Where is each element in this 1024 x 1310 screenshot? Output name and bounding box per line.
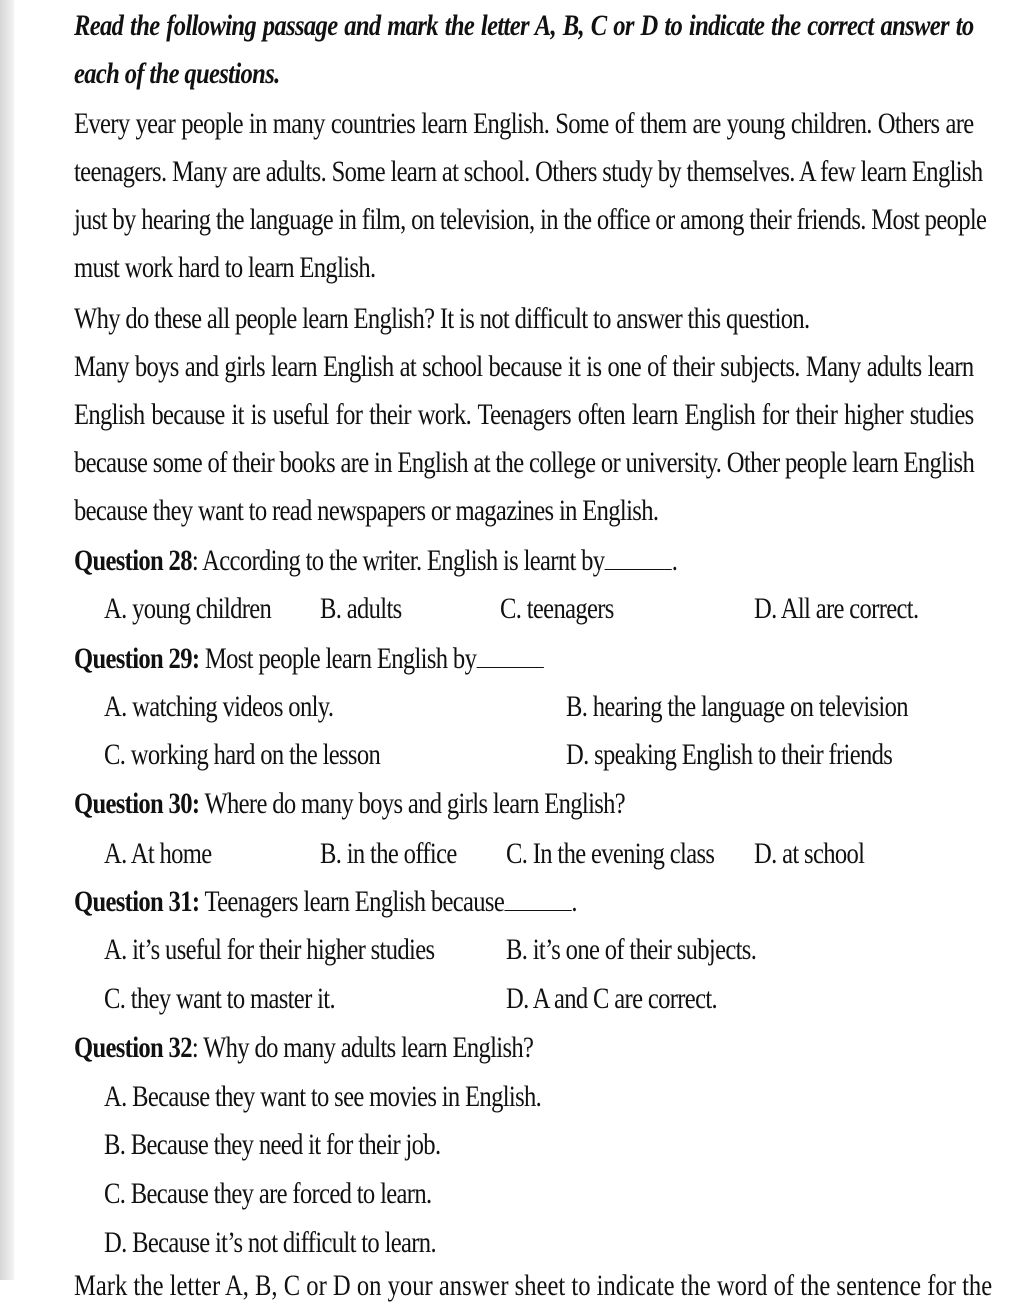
question-32-option-c: C. Because they are forced to learn. bbox=[104, 1177, 432, 1210]
question-30-label: Question 30: bbox=[74, 787, 200, 820]
passage-line-1: Every year people in many countries learn English. Some of them are young children. Others are bbox=[74, 107, 974, 140]
passage-line-4: must work hard to learn English. bbox=[74, 251, 376, 284]
question-28-stem bbox=[74, 537, 677, 585]
question-32-option-b: B. Because they need it for their job. bbox=[104, 1128, 441, 1161]
question-30-stem bbox=[74, 780, 625, 828]
question-30-text: Where do many boys and girls learn English? bbox=[199, 787, 626, 820]
question-29-label: Question 29: bbox=[74, 642, 200, 675]
question-32-sep: : bbox=[191, 1031, 199, 1064]
question-32-text: Why do many adults learn English? bbox=[198, 1031, 534, 1064]
question-32-label: Question 32 bbox=[74, 1031, 192, 1064]
question-29-option-d: D. speaking English to their friends bbox=[566, 738, 893, 771]
question-32-option-a: A. Because they want to see movies in English. bbox=[104, 1080, 542, 1113]
question-31-end: . bbox=[571, 885, 577, 918]
question-32-option-d: D. Because it’s not difficult to learn. bbox=[104, 1226, 436, 1259]
answer-blank bbox=[604, 543, 671, 570]
question-32-stem bbox=[74, 1024, 533, 1072]
question-31-option-b: B. it’s one of their subjects. bbox=[506, 933, 757, 966]
question-30-option-c: C. In the evening class bbox=[506, 837, 715, 870]
question-28-label: Question 28 bbox=[74, 544, 192, 577]
passage-line-7: English because it is useful for their work. Teenagers often learn English for their higher studies bbox=[74, 398, 974, 431]
answer-blank bbox=[504, 884, 571, 911]
question-28-text: According to the writer. English is learnt by bbox=[198, 544, 605, 577]
question-31-stem bbox=[74, 878, 577, 926]
question-28-option-c: C. teenagers bbox=[500, 592, 614, 625]
question-29-stem bbox=[74, 635, 543, 683]
question-31-option-c: C. they want to master it. bbox=[104, 982, 335, 1015]
question-29-option-a: A. watching videos only. bbox=[104, 690, 334, 723]
worksheet-page bbox=[74, 0, 987, 1280]
passage-line-3: just by hearing the language in film, on television, in the office or among their friends. Most people bbox=[74, 203, 987, 236]
question-28-option-b: B. adults bbox=[320, 592, 402, 625]
question-28-end: . bbox=[671, 544, 678, 577]
question-31-option-d: D. A and C are correct. bbox=[506, 982, 718, 1015]
question-31-text: Teenagers learn English because bbox=[199, 885, 505, 918]
question-29-text: Most people learn English by bbox=[199, 642, 477, 675]
page-shadow-edge bbox=[0, 0, 14, 1280]
question-30-option-d: D. at school bbox=[754, 837, 865, 870]
question-30-option-b: B. in the office bbox=[320, 837, 457, 870]
passage-line-9: because they want to read newspapers or magazines in English. bbox=[74, 494, 659, 527]
passage-line-6: Many boys and girls learn English at school because it is one of their subjects. Many adults learn bbox=[74, 350, 974, 383]
question-28-option-a: A. young children bbox=[104, 592, 272, 625]
question-31-option-a: A. it’s useful for their higher studies bbox=[104, 933, 435, 966]
passage-line-8: because some of their books are in English at the college or university. Other people learn English bbox=[74, 446, 975, 479]
instruction-line-2: each of the questions. bbox=[74, 57, 280, 90]
passage-line-2: teenagers. Many are adults. Some learn at school. Others study by themselves. A few learn English bbox=[74, 155, 983, 188]
question-31-label: Question 31: bbox=[74, 885, 200, 918]
instruction-line-1: Read the following passage and mark the letter A, B, C or D to indicate the correct answer to bbox=[74, 9, 974, 42]
answer-blank bbox=[476, 641, 543, 668]
passage-line-5: Why do these all people learn English? It is not difficult to answer this question. bbox=[74, 302, 810, 335]
question-30-option-a: A. At home bbox=[104, 837, 212, 870]
question-29-option-c: C. working hard on the lesson bbox=[104, 738, 381, 771]
question-28-option-d: D. All are correct. bbox=[754, 592, 919, 625]
question-29-option-b: B. hearing the language on television bbox=[566, 690, 908, 723]
cut-off-next-line: Mark the letter A, B, C or D on your answer sheet to indicate the word of the sentence for the bbox=[74, 1269, 993, 1302]
question-28-sep: : bbox=[191, 544, 199, 577]
